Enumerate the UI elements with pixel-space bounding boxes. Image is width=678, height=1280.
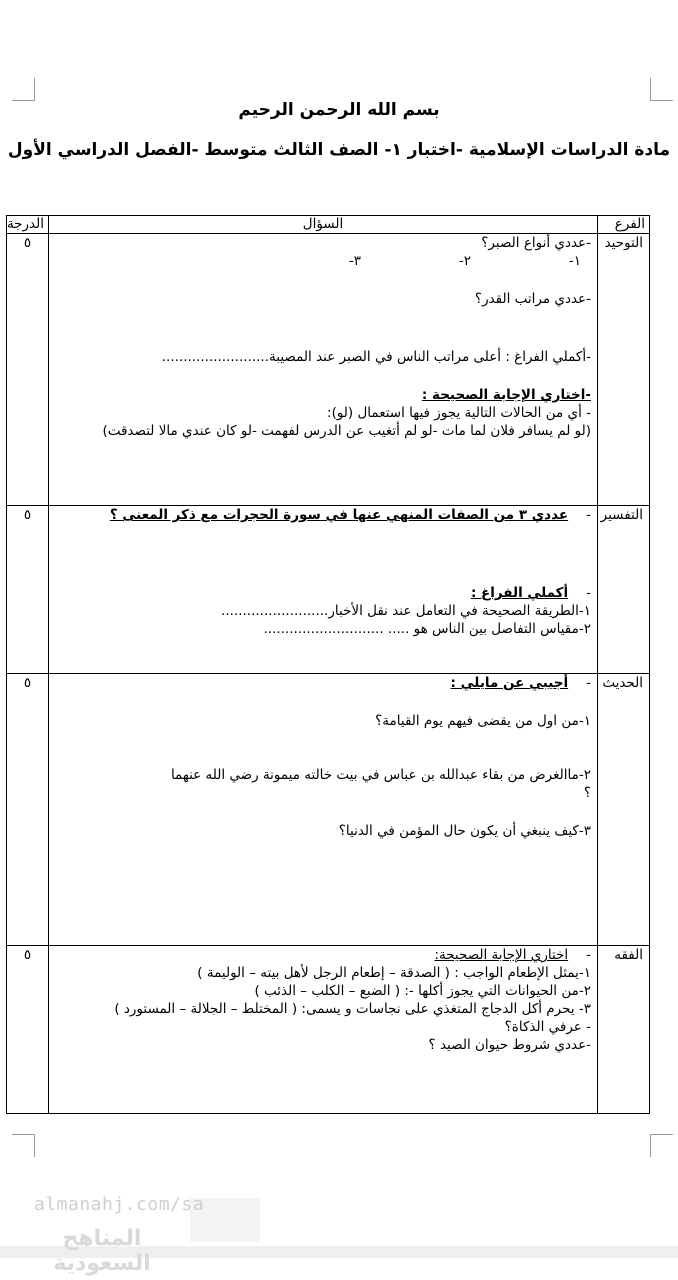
table-header-row: [7, 216, 650, 234]
header-grade: الدرجة: [7, 216, 49, 234]
question-line: ٣-كيف ينبغي أن يكون حال المؤمن في الدنيا؟: [338, 823, 591, 839]
grade-value: ٥: [7, 234, 49, 506]
question-line: ١-الطريقة الصحيحة في التعامل عند نقل الأخبار.........................: [221, 603, 591, 619]
header-question: السؤال: [49, 216, 598, 234]
question-line: -عددي شروط حيوان الصيد ؟: [428, 1037, 591, 1053]
question-line: ٣- يحرم أكل الدجاج المتغذي على نجاسات و يسمى: ( المختلط – الجلالة – المستورد ): [114, 1001, 591, 1017]
question-cell: [49, 674, 598, 946]
answer-number: ٢-: [458, 253, 471, 269]
question-line: -عددي ٣ من الصفات المنهي عنها في سورة الحجرات مع ذكر المعنى ؟: [109, 507, 591, 523]
question-line: -اختاري الإجابة الصحيحة:: [434, 947, 591, 963]
question-cell: [49, 234, 598, 506]
question-line: ٢-مقياس التفاصل بين الناس هو ..... ............................: [263, 621, 591, 637]
table-row: [7, 234, 650, 506]
question-line: -أكملي الفراغ :: [470, 585, 591, 601]
question-line: ٢-من الحيوانات التي يجوز أكلها -: ( الضبع – الكلب – الذئب ): [254, 983, 591, 999]
bullet-dash: -: [586, 507, 591, 523]
answer-number: ٣-: [348, 253, 361, 269]
question-line: ٢-ماالغرض من بقاء عبدالله بن عباس في بيت خالته ميمونة رضي الله عنهما: [170, 767, 591, 783]
exam-title: مادة الدراسات الإسلامية -اختبار ١- الصف الثالث متوسط -الفصل الدراسي الأول: [7, 140, 671, 160]
crop-mark-bottom-right: [650, 1134, 673, 1157]
grade-value: ٥: [7, 946, 49, 1114]
bullet-dash: -: [586, 585, 591, 601]
crop-mark-bottom-left: [12, 1134, 35, 1157]
question-line: - أي من الحالات التالية يجوز فيها استعمال (لو):: [327, 405, 591, 421]
basmala: بسم الله الرحمن الرحيم: [238, 100, 440, 120]
crop-mark-top-right: [650, 78, 673, 101]
question-line: -أجيبي عن مايلي :: [450, 675, 591, 691]
question-line: ١-من اول من يقضى فيهم يوم القيامة؟: [375, 713, 591, 729]
table-row: [7, 946, 650, 1114]
question-line: ؟: [583, 785, 591, 801]
question-line: -عددي مراتب القدر؟: [474, 291, 591, 307]
table-row: [7, 506, 650, 674]
question-line: ١-يمثل الإطعام الواجب : ( الصدقة – إطعام الرجل لأهل بيته – الوليمة ): [197, 965, 591, 981]
crop-mark-top-left: [12, 78, 35, 101]
question-line: -عددي أنواع الصبر؟: [481, 235, 591, 251]
question-line: (لو لم يسافر فلان لما مات -لو لم أتغيب عن الدرس لفهمت -لو كان عندي مالا لتصدقت): [102, 423, 591, 439]
question-cell: [49, 506, 598, 674]
branch-tawheed: التوحيد: [598, 234, 650, 506]
watermark-url: almanahj.com/sa: [34, 1194, 205, 1215]
question-line: - عرفي الذكاة؟: [504, 1019, 591, 1035]
bullet-dash: -: [586, 675, 591, 691]
watermark-logo: المناهج السعودية: [53, 1226, 151, 1276]
question-cell: [49, 946, 598, 1114]
exam-table: [6, 215, 650, 1114]
bullet-dash: -: [586, 947, 591, 963]
branch-hadith: الحديث: [598, 674, 650, 946]
answer-numbers: [55, 252, 591, 270]
table-row: [7, 674, 650, 946]
grade-value: ٥: [7, 674, 49, 946]
grade-value: ٥: [7, 506, 49, 674]
branch-fiqh: الفقه: [598, 946, 650, 1114]
header-branch: الفرع: [598, 216, 650, 234]
answer-number: ١-: [568, 253, 581, 269]
question-line: -اختاري الإجابة الصحيحة :: [421, 387, 591, 403]
branch-tafseer: التفسير: [598, 506, 650, 674]
question-line: -أكملي الفراغ : أعلى مراتب الناس في الصبر عند المصيبة.........................: [161, 349, 591, 365]
